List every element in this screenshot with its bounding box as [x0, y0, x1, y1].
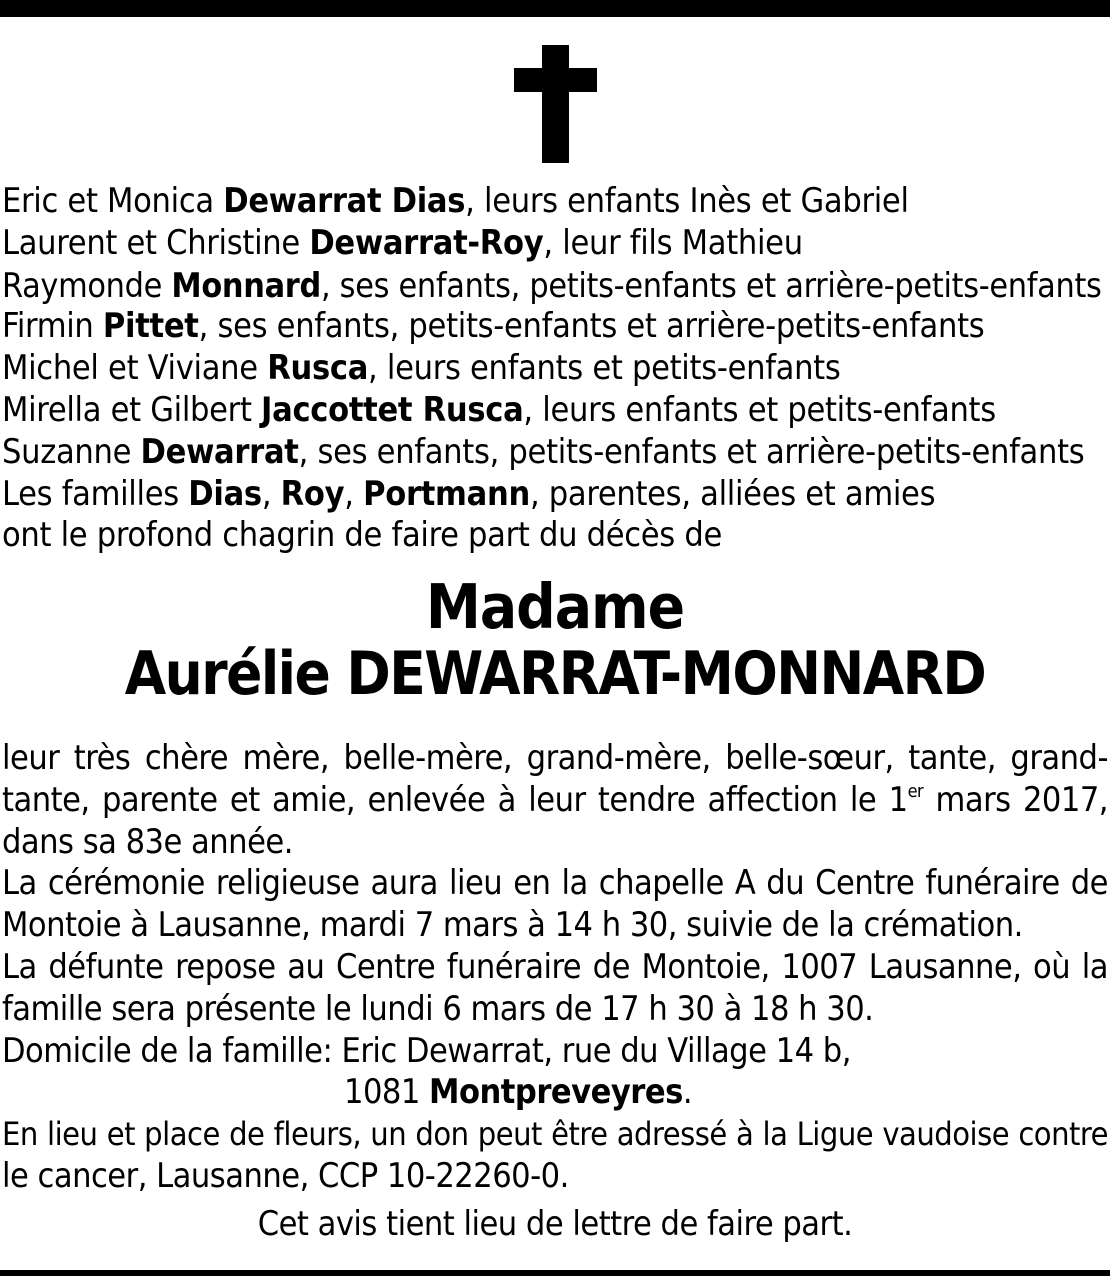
- deceased-heading: [0, 572, 1110, 712]
- body-line: En lieu et place de fleurs, un don peut être adressé à la Ligue vaudoise contre: [2, 1115, 1108, 1154]
- cross-icon: [0, 0, 1110, 170]
- deceased-name: Aurélie DEWARRAT-MONNARD: [124, 640, 986, 709]
- family-line: Eric et Monica Dewarrat Dias, leurs enfants Inès et Gabriel: [2, 181, 909, 221]
- body-line: Montoie à Lausanne, mardi 7 mars à 14 h 30, suivie de la crémation.: [2, 905, 1023, 946]
- family-line: Raymonde Monnard, ses enfants, petits-enfants et arrière-petits-enfants: [2, 265, 1102, 305]
- body-line: leur très chère mère, belle-mère, grand-mère, belle-sœur, tante, grand-: [2, 738, 1108, 778]
- notice-body: [2, 738, 1108, 1246]
- family-line: Laurent et Christine Dewarrat-Roy, leur fils Mathieu: [2, 222, 803, 263]
- family-line: Suzanne Dewarrat, ses enfants, petits-enfants et arrière-petits-enfants: [2, 431, 1085, 472]
- deceased-title: Madame: [425, 572, 685, 643]
- family-list: [2, 181, 1108, 557]
- closing-line: Cet avis tient lieu de lettre de faire part.: [257, 1203, 853, 1244]
- families-line: Les familles Dias, Roy, Portmann, parentes, alliées et amies: [2, 473, 936, 514]
- body-line: dans sa 83e année.: [2, 821, 293, 862]
- body-line: le cancer, Lausanne, CCP 10-22260-0.: [2, 1155, 569, 1196]
- body-line: La défunte repose au Centre funéraire de Montoie, 1007 Lausanne, où la: [2, 946, 1108, 987]
- body-line: famille sera présente le lundi 6 mars de 17 h 30 à 18 h 30.: [2, 988, 874, 1029]
- body-line: tante, parente et amie, enlevée à leur tendre affection le 1er mars 2017,: [2, 779, 1109, 820]
- family-line: Mirella et Gilbert Jaccottet Rusca, leurs enfants et petits-enfants: [2, 389, 996, 430]
- address-town-line: 1081 Montpreveyres.: [344, 1072, 693, 1113]
- family-line: Firmin Pittet, ses enfants, petits-enfants et arrière-petits-enfants: [2, 306, 985, 347]
- intro-line: ont le profond chagrin de faire part du décès de: [2, 515, 723, 556]
- body-line: La cérémonie religieuse aura lieu en la chapelle A du Centre funéraire de: [2, 863, 1108, 904]
- bottom-rule: [0, 1270, 1110, 1276]
- family-line: Michel et Viviane Rusca, leurs enfants et petits-enfants: [2, 348, 841, 389]
- ordinal-superscript: er: [907, 780, 924, 802]
- address-line: Domicile de la famille: Eric Dewarrat, rue du Village 14 b,: [2, 1030, 851, 1071]
